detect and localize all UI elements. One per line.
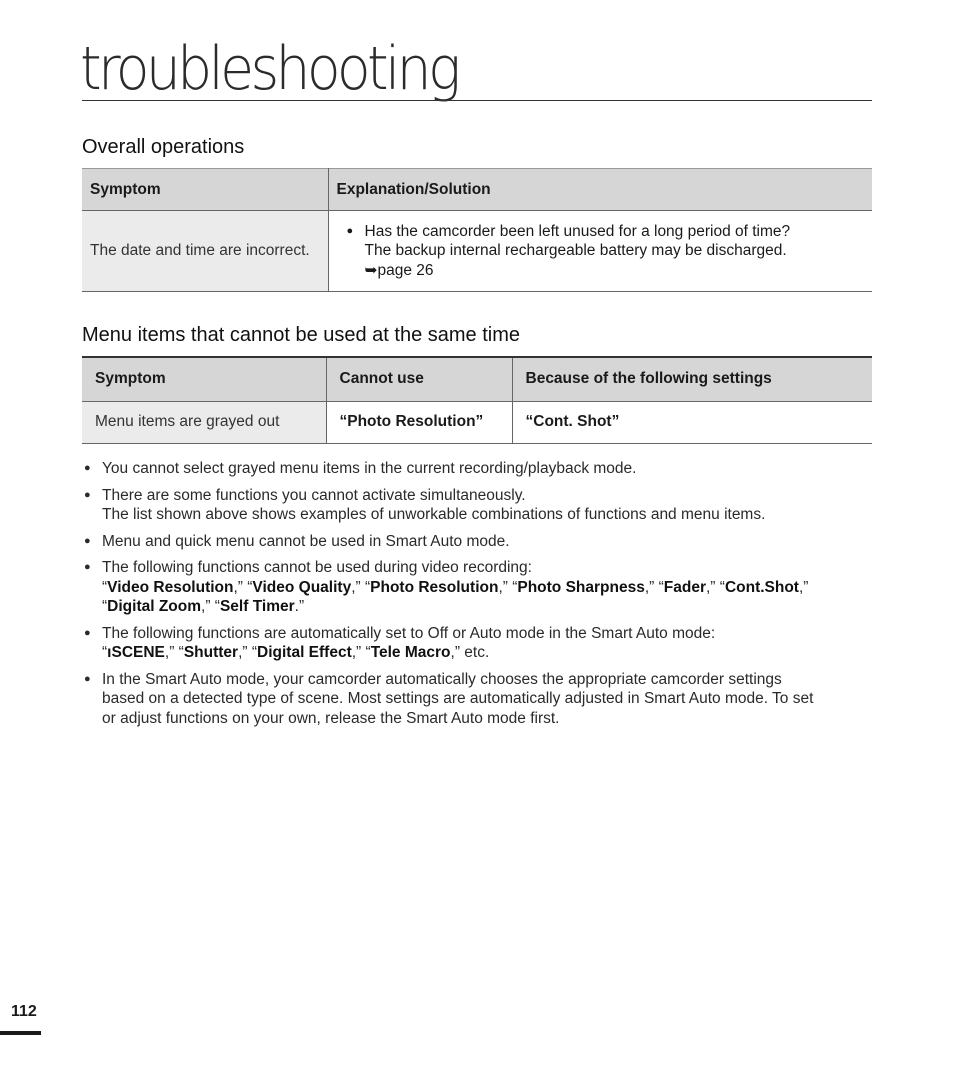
section-heading-menu-items: Menu items that cannot be used at the same time bbox=[82, 324, 521, 346]
function-list: “Video Resolution,” “Video Quality,” “Photo Resolution,” “Photo Sharpness,” “Fader,” “Cont.Shot,” bbox=[102, 578, 809, 596]
menu-items-table bbox=[82, 356, 872, 444]
note-text: You cannot select grayed menu items in the current recording/playback mode. bbox=[102, 460, 637, 477]
page-title: troubleshooting bbox=[80, 34, 458, 104]
overall-operations-table bbox=[82, 168, 872, 292]
page-header bbox=[80, 34, 872, 104]
page-number: 112 bbox=[11, 1003, 37, 1020]
solution-item bbox=[365, 222, 865, 281]
solution-list bbox=[347, 222, 865, 281]
function-name: ıSCENE bbox=[107, 644, 165, 661]
function-name: Digital Zoom bbox=[107, 598, 202, 615]
solution-line: ● Has the camcorder been left unused for a long period of time? bbox=[364, 222, 791, 240]
note-text: etc. bbox=[464, 644, 490, 661]
table-row bbox=[82, 211, 872, 292]
function-name: Self Timer bbox=[219, 598, 295, 615]
column-header-symptom: Symptom bbox=[82, 357, 326, 401]
note-text: based on a detected type of scene. Most settings are automatically adjusted in Smart Auto mode. To set bbox=[102, 690, 814, 707]
note-item bbox=[82, 670, 872, 729]
solution-line: The backup internal rechargeable battery may be discharged. bbox=[364, 242, 787, 260]
function-name: Tele Macro bbox=[370, 644, 451, 661]
column-header-symptom: Symptom bbox=[82, 169, 328, 211]
solution-cell bbox=[328, 211, 872, 292]
note-item bbox=[82, 486, 872, 525]
note-item bbox=[82, 624, 872, 663]
function-name: Video Quality bbox=[252, 578, 352, 596]
function-name: Shutter bbox=[183, 644, 239, 661]
note-text: ● The following functions cannot be used during video recording: bbox=[102, 559, 532, 576]
section-heading-overall: Overall operations bbox=[82, 136, 245, 158]
column-header-solution: Explanation/Solution bbox=[328, 169, 872, 211]
function-name: Cont.Shot bbox=[724, 578, 799, 596]
table-header-row bbox=[82, 169, 872, 211]
function-list: “Digital Zoom,” “Self Timer.” bbox=[102, 598, 305, 615]
note-text: Menu and quick menu cannot be used in Smart Auto mode. bbox=[102, 532, 510, 550]
note-text: ● There are some functions you cannot activate simultaneously. bbox=[102, 486, 526, 504]
note-text: ● The following functions are automatically set to Off or Auto mode in the Smart Auto mode: bbox=[102, 624, 716, 642]
function-name: Digital Effect bbox=[257, 644, 352, 661]
function-list: “ıSCENE,” “Shutter,” “Digital Effect,” “Tele Macro,” etc. bbox=[102, 644, 490, 661]
function-name: Photo Sharpness bbox=[517, 578, 645, 596]
note-text: The list shown above shows examples of unworkable combinations of functions and menu items. bbox=[102, 506, 766, 523]
function-name: Video Resolution bbox=[107, 578, 234, 596]
column-header-cannot-use: Cannot use bbox=[326, 357, 512, 401]
function-name: Photo Resolution bbox=[370, 578, 499, 596]
function-name: Fader bbox=[663, 578, 706, 596]
page-number-bar bbox=[0, 1031, 41, 1035]
symptom-cell: The date and time are incorrect. bbox=[82, 211, 328, 292]
note-item bbox=[82, 532, 872, 552]
column-header-because: Because of the following settings bbox=[512, 357, 872, 401]
notes-list bbox=[82, 459, 872, 735]
symptom-cell: Menu items are grayed out bbox=[82, 401, 326, 443]
cannot-use-cell: “Photo Resolution” bbox=[326, 401, 512, 443]
note-item bbox=[82, 459, 872, 479]
note-text: or adjust functions on your own, release the Smart Auto mode first. bbox=[102, 709, 560, 727]
note-item bbox=[82, 558, 872, 617]
table-row bbox=[82, 401, 872, 443]
because-cell: “Cont. Shot” bbox=[512, 401, 872, 443]
page-reference: ➥page 26 bbox=[364, 261, 434, 279]
table-header-row bbox=[82, 357, 872, 401]
note-text: ● In the Smart Auto mode, your camcorder automatically chooses the appropriate camcorder settings bbox=[102, 670, 782, 688]
title-rule bbox=[82, 100, 872, 101]
